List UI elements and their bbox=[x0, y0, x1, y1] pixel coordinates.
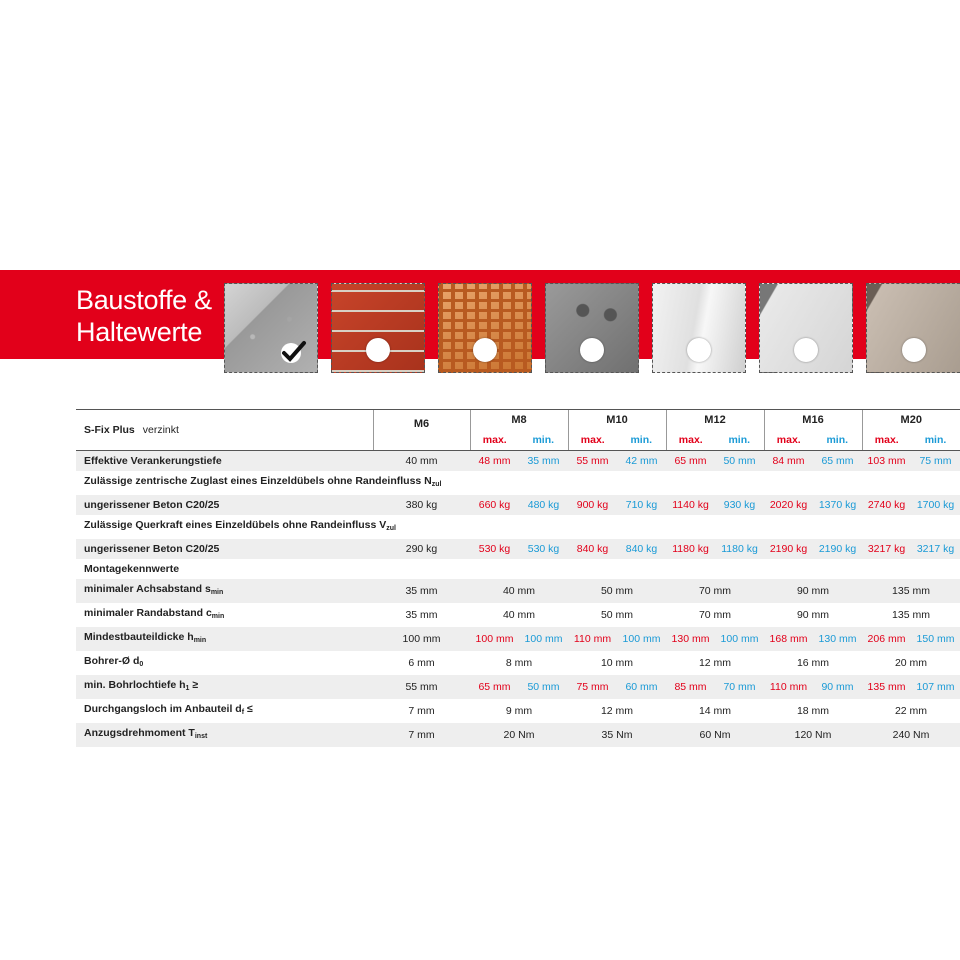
banner-title-line2: Haltewerte bbox=[76, 317, 203, 347]
value-max: 2020 kg bbox=[764, 495, 813, 515]
value-min: 100 mm bbox=[617, 627, 666, 651]
banner-title-line1: Baustoffe & bbox=[76, 285, 212, 315]
value-m6: 290 kg bbox=[373, 539, 470, 559]
size-header-m8: M8 bbox=[470, 410, 568, 431]
value-m20: 22 mm bbox=[894, 705, 928, 717]
min-label: min. bbox=[519, 430, 568, 451]
value-min: 35 mm bbox=[519, 451, 568, 472]
value-max: 48 mm bbox=[470, 451, 519, 472]
max-label: max. bbox=[862, 430, 911, 451]
value-m6: 6 mm bbox=[408, 657, 435, 669]
min-label: min. bbox=[617, 430, 666, 451]
value-m12: 70 mm bbox=[698, 609, 732, 621]
value-m6: 55 mm bbox=[373, 675, 470, 699]
size-header-m20: M20 bbox=[862, 410, 960, 431]
row-label: Effektive Verankerungstiefe bbox=[76, 451, 373, 472]
value-m6: 380 kg bbox=[373, 495, 470, 515]
min-label: min. bbox=[715, 430, 764, 451]
row-label: Durchgangsloch im Anbauteil $d_f$ ≤ bbox=[84, 703, 253, 716]
row-querkraft bbox=[76, 539, 960, 559]
value-max: 168 mm bbox=[764, 627, 813, 651]
value-max: 900 kg bbox=[568, 495, 617, 515]
value-min: 70 mm bbox=[715, 675, 764, 699]
value-max: 1180 kg bbox=[666, 539, 715, 559]
value-m8: 40 mm bbox=[470, 579, 568, 603]
value-min: 107 mm bbox=[911, 675, 960, 699]
lightweight-concrete-block-tile[interactable] bbox=[545, 283, 639, 373]
brick-tile[interactable] bbox=[331, 283, 425, 373]
row-mindestbauteildicke bbox=[76, 627, 960, 651]
chipboard-tile[interactable] bbox=[866, 283, 960, 373]
value-max: 110 mm bbox=[568, 627, 617, 651]
perforated-brick-tile[interactable] bbox=[438, 283, 532, 373]
value-m20: 135 mm bbox=[862, 579, 960, 603]
row-label: ungerissener Beton C20/25 bbox=[76, 539, 373, 559]
banner-title bbox=[76, 284, 212, 348]
value-m16: 16 mm bbox=[796, 657, 830, 669]
value-max: 530 kg bbox=[470, 539, 519, 559]
row-zuglast bbox=[76, 495, 960, 515]
value-m6: 35 mm bbox=[373, 579, 470, 603]
value-min: 930 kg bbox=[715, 495, 764, 515]
value-m16: 90 mm bbox=[796, 609, 830, 621]
value-min: 840 kg bbox=[617, 539, 666, 559]
max-label: max. bbox=[666, 430, 715, 451]
selection-circle-icon bbox=[366, 338, 390, 362]
value-min: 150 mm bbox=[911, 627, 960, 651]
selection-circle-icon bbox=[687, 338, 711, 362]
product-name: S-Fix Plus bbox=[84, 424, 135, 436]
selection-circle-icon bbox=[473, 338, 497, 362]
value-m16: 90 mm bbox=[764, 579, 862, 603]
spec-table bbox=[76, 409, 960, 747]
value-max: 55 mm bbox=[568, 451, 617, 472]
selection-circle-icon bbox=[580, 338, 604, 362]
row-label: min. Bohrlochtiefe $h_1$ ≥ bbox=[76, 675, 373, 699]
max-label: max. bbox=[568, 430, 617, 451]
size-header-m6: M6 bbox=[373, 410, 470, 451]
value-min: 3217 kg bbox=[911, 539, 960, 559]
value-max: 1140 kg bbox=[666, 495, 715, 515]
value-min: 480 kg bbox=[519, 495, 568, 515]
value-min: 1180 kg bbox=[715, 539, 764, 559]
value-m8: 9 mm bbox=[505, 705, 533, 717]
value-min: 2190 kg bbox=[813, 539, 862, 559]
value-m10: 10 mm bbox=[600, 657, 634, 669]
product-cell bbox=[76, 410, 373, 451]
value-max: 660 kg bbox=[470, 495, 519, 515]
value-m8: 20 Nm bbox=[470, 723, 568, 747]
value-m20: 240 Nm bbox=[862, 723, 960, 747]
row-label: minimaler Randabstand $c_{min}$ bbox=[84, 607, 225, 620]
value-max: 135 mm bbox=[862, 675, 911, 699]
value-max: 84 mm bbox=[764, 451, 813, 472]
value-m6: 40 mm bbox=[373, 451, 470, 472]
value-max: 840 kg bbox=[568, 539, 617, 559]
value-max: 130 mm bbox=[666, 627, 715, 651]
size-header-m10: M10 bbox=[568, 410, 666, 431]
value-min: 100 mm bbox=[519, 627, 568, 651]
min-label: min. bbox=[911, 430, 960, 451]
value-m20: 135 mm bbox=[892, 609, 930, 621]
value-min: 65 mm bbox=[813, 451, 862, 472]
row-anzugsdrehmoment bbox=[76, 723, 960, 747]
row-bohrlochtiefe bbox=[76, 675, 960, 699]
value-m8: 40 mm bbox=[502, 609, 536, 621]
value-m10: 12 mm bbox=[600, 705, 634, 717]
value-m8: 8 mm bbox=[505, 657, 533, 669]
value-m12: 70 mm bbox=[666, 579, 764, 603]
row-label: Mindestbauteildicke $h_{min}$ bbox=[76, 627, 373, 651]
value-m16: 18 mm bbox=[796, 705, 830, 717]
value-min: 90 mm bbox=[813, 675, 862, 699]
concrete-tile[interactable] bbox=[224, 283, 318, 373]
value-min: 50 mm bbox=[519, 675, 568, 699]
row-montagekennwerte bbox=[76, 559, 960, 579]
aerated-concrete-tile[interactable] bbox=[652, 283, 746, 373]
value-max: 75 mm bbox=[568, 675, 617, 699]
checkmark-icon bbox=[279, 340, 307, 364]
row-randabstand bbox=[76, 603, 960, 627]
min-label: min. bbox=[813, 430, 862, 451]
value-m16: 120 Nm bbox=[764, 723, 862, 747]
selection-circle-icon bbox=[902, 338, 926, 362]
max-label: max. bbox=[764, 430, 813, 451]
value-max: 103 mm bbox=[862, 451, 911, 472]
value-max: 3217 kg bbox=[862, 539, 911, 559]
value-m6: 7 mm bbox=[408, 705, 435, 717]
value-min: 710 kg bbox=[617, 495, 666, 515]
value-min: 1700 kg bbox=[911, 495, 960, 515]
value-m6: 100 mm bbox=[373, 627, 470, 651]
row-zuglast-title bbox=[76, 471, 960, 495]
value-m12: 14 mm bbox=[698, 705, 732, 717]
value-min: 42 mm bbox=[617, 451, 666, 472]
max-label: max. bbox=[470, 430, 519, 451]
value-min: 130 mm bbox=[813, 627, 862, 651]
row-label: ungerissener Beton C20/25 bbox=[76, 495, 373, 515]
value-min: 60 mm bbox=[617, 675, 666, 699]
value-m12: 12 mm bbox=[698, 657, 732, 669]
value-max: 65 mm bbox=[470, 675, 519, 699]
value-min: 50 mm bbox=[715, 451, 764, 472]
row-durchgangsloch bbox=[76, 699, 960, 723]
value-max: 2740 kg bbox=[862, 495, 911, 515]
section-title: Montagekennwerte bbox=[84, 563, 180, 575]
value-min: 530 kg bbox=[519, 539, 568, 559]
value-m10: 35 Nm bbox=[568, 723, 666, 747]
value-m10: 50 mm bbox=[568, 579, 666, 603]
value-min: 75 mm bbox=[911, 451, 960, 472]
gypsum-board-tile[interactable] bbox=[759, 283, 853, 373]
row-label: minimaler Achsabstand $s_{min}$ bbox=[76, 579, 373, 603]
value-max: 65 mm bbox=[666, 451, 715, 472]
value-min: 100 mm bbox=[715, 627, 764, 651]
value-m20: 20 mm bbox=[894, 657, 928, 669]
row-verankerungstiefe bbox=[76, 451, 960, 472]
row-label: Anzugsdrehmoment $T_{inst}$ bbox=[76, 723, 373, 747]
row-label: Bohrer-Ø $d_0$ bbox=[84, 655, 144, 668]
value-m12: 60 Nm bbox=[666, 723, 764, 747]
section-title: Zulässige zentrische Zuglast eines Einzeldübels ohne Randeinfluss $N_{zul}$ bbox=[84, 475, 442, 488]
value-max: 206 mm bbox=[862, 627, 911, 651]
value-max: 85 mm bbox=[666, 675, 715, 699]
value-m6: 7 mm bbox=[373, 723, 470, 747]
value-max: 110 mm bbox=[764, 675, 813, 699]
product-finish: verzinkt bbox=[142, 424, 179, 436]
row-querkraft-title bbox=[76, 515, 960, 539]
value-max: 2190 kg bbox=[764, 539, 813, 559]
row-achsabstand bbox=[76, 579, 960, 603]
row-bohrer bbox=[76, 651, 960, 675]
value-max: 100 mm bbox=[470, 627, 519, 651]
value-m10: 50 mm bbox=[600, 609, 634, 621]
value-m6: 35 mm bbox=[405, 609, 438, 621]
size-header-m12: M12 bbox=[666, 410, 764, 431]
section-title: Zulässige Querkraft eines Einzeldübels ohne Randeinfluss $V_{zul}$ bbox=[84, 519, 396, 532]
selection-circle-icon bbox=[794, 338, 818, 362]
size-header-m16: M16 bbox=[764, 410, 862, 431]
value-min: 1370 kg bbox=[813, 495, 862, 515]
